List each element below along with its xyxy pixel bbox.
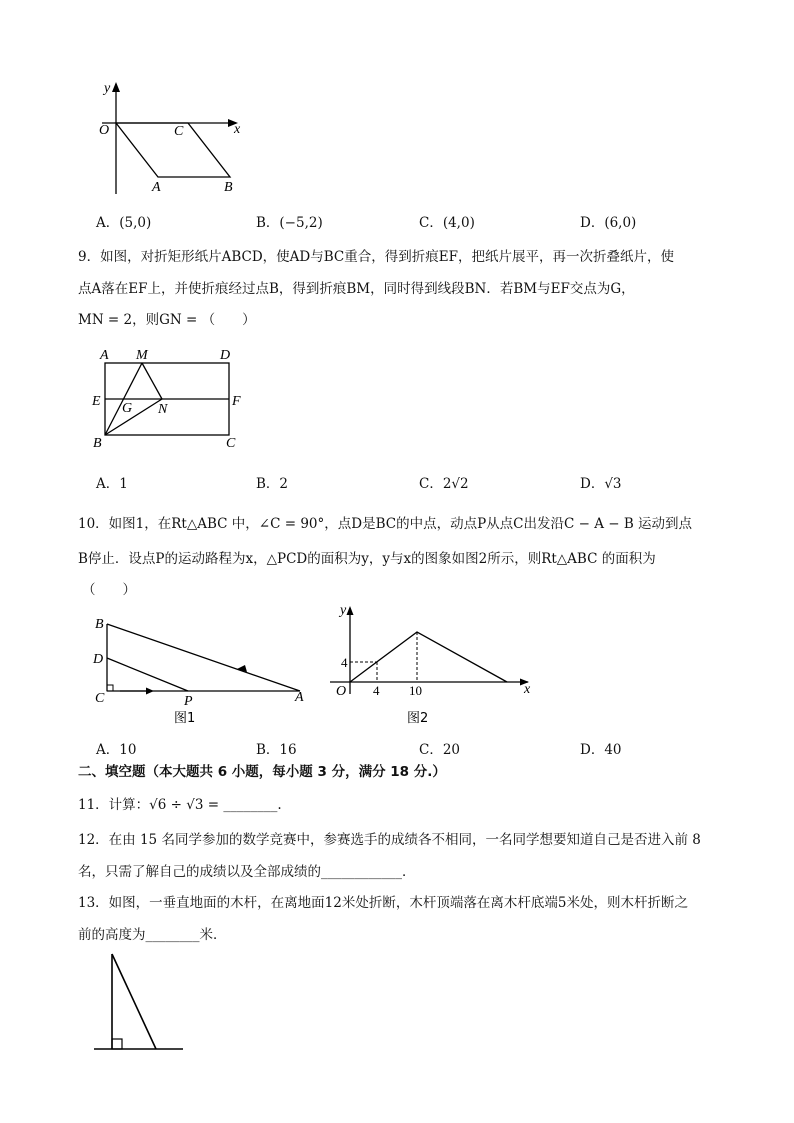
- q10-fig1-ab: [107, 624, 300, 691]
- q10-option-a: A．10: [96, 742, 137, 758]
- q8-option-b: B．(−5,2): [256, 215, 323, 231]
- q10-fig1-label-c: C: [95, 691, 105, 706]
- q9-figure: [88, 343, 253, 453]
- q10-line-1: 10．如图1，在Rt△ABC 中，∠C = 90°，点D是BC的中点，动点P从点C出发沿C − A − B 运动到点: [78, 516, 693, 532]
- q8-y-arrow: [112, 82, 120, 92]
- q9-label-d: D: [220, 348, 231, 363]
- q9-label-m: M: [136, 348, 148, 363]
- q9-line-2: 点A落在EF上，并使折痕经过点B，得到折痕BM，同时得到线段BN．若BM与EF交点为G，: [78, 281, 635, 297]
- q9-option-a: A．1: [96, 476, 128, 492]
- q10-option-c: C．20: [419, 742, 461, 758]
- q9-option-c: C．2√2: [419, 476, 469, 492]
- q10-fig2-xtick-4: 4: [373, 683, 380, 698]
- q10-fig1-label-a: A: [295, 690, 304, 705]
- q13-right-angle: [112, 1039, 122, 1049]
- q8-option-d: D．(6,0): [580, 215, 637, 231]
- q13-figure: [92, 948, 187, 1056]
- q10-option-d: D．40: [580, 742, 622, 758]
- q10-fig1-caption: 图1: [174, 711, 196, 726]
- q10-fig1-dp: [107, 658, 188, 691]
- q9-label-g: G: [122, 401, 133, 416]
- q13-broken-top: [112, 954, 156, 1049]
- q12-line-1: 12．在由 15 名同学参加的数学竞赛中，参赛选手的成绩各不相同，一名同学想要知道自己是否进入前 8: [78, 832, 701, 848]
- q10-fig2-xtick-10: 10: [409, 683, 422, 698]
- q11-text: 11．计算：√6 ÷ √3 = ________.: [78, 797, 282, 813]
- q13-line-1: 13．如图，一垂直地面的木杆，在离地面12米处折断，木杆顶端落在离木杆底端5米处，则木杆折断之: [78, 895, 688, 911]
- q10-fig2-y-arrow: [347, 606, 354, 615]
- q10-fig2-caption: 图2: [407, 711, 429, 726]
- q8-label-a: A: [152, 180, 161, 195]
- q9-label-e: E: [92, 394, 101, 409]
- q8-label-c: C: [174, 124, 184, 139]
- q8-label-y: y: [104, 81, 111, 96]
- q9-line-mn: [142, 363, 162, 399]
- q9-label-b: B: [93, 436, 102, 451]
- q10-fig1-arrow-right: [146, 688, 154, 695]
- q10-figure-2: [328, 602, 538, 732]
- q10-line-3: （ ）: [82, 582, 136, 598]
- q10-fig2-label-o: O: [336, 684, 347, 699]
- q10-fig1-label-d: D: [93, 652, 104, 667]
- q9-option-b: B．2: [256, 476, 289, 492]
- q9-option-d: D．√3: [580, 476, 622, 492]
- q8-parallelogram: [116, 123, 230, 177]
- q9-label-f: F: [232, 394, 241, 409]
- q8-label-x: x: [234, 122, 241, 137]
- q12-line-2: 名，只需了解自己的成绩以及全部成绩的____________．: [78, 864, 416, 880]
- q9-label-a: A: [100, 348, 109, 363]
- q9-label-n: N: [158, 402, 168, 417]
- section-2-heading: 二、填空题（本大题共 6 小题，每小题 3 分，满分 18 分.）: [78, 764, 446, 780]
- q8-figure: [88, 78, 258, 200]
- q9-line-1: 9．如图，对折矩形纸片ABCD，使AD与BC重合，得到折痕EF，把纸片展平，再一次折叠纸片，使: [78, 249, 674, 265]
- q10-fig1-label-b: B: [95, 617, 104, 632]
- q10-figure-1: [90, 610, 310, 732]
- q8-option-a: A．(5,0): [96, 215, 152, 231]
- q8-option-c: C．(4,0): [419, 215, 475, 231]
- q8-label-b: B: [224, 180, 233, 195]
- q10-fig1-right-angle: [107, 685, 113, 691]
- q9-line-3: MN = 2，则GN = （ ）: [78, 312, 256, 328]
- q10-fig2-graph: [350, 632, 507, 682]
- q13-line-2: 前的高度为________米．: [78, 927, 227, 943]
- q10-option-b: B．16: [256, 742, 297, 758]
- q10-fig2-label-y: y: [340, 603, 347, 618]
- q10-fig1-label-p: P: [184, 694, 193, 709]
- q9-label-c: C: [226, 436, 236, 451]
- q8-label-o: O: [99, 123, 110, 138]
- q10-line-2: B停止．设点P的运动路程为x，△PCD的面积为y，y与x的图象如图2所示，则Rt△ABC 的面积为: [78, 551, 656, 567]
- q10-fig2-ytick-4: 4: [341, 655, 348, 670]
- q10-fig2-label-x: x: [524, 682, 531, 697]
